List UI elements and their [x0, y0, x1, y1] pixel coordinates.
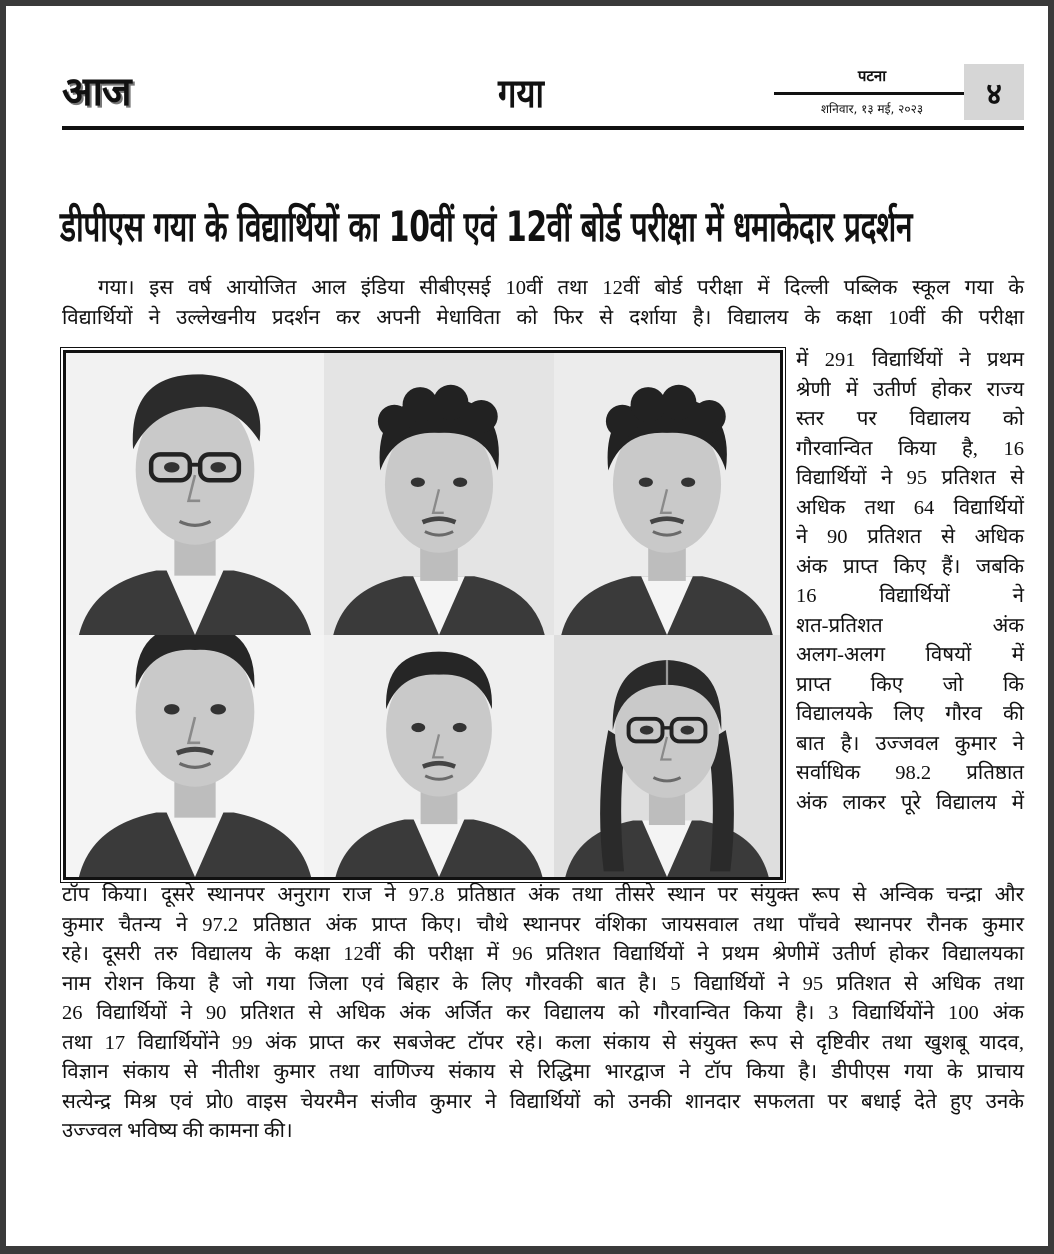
masthead-divider [62, 126, 1024, 130]
portrait-icon [554, 353, 780, 635]
article-headline: डीपीएस गया के विद्यार्थियों का 10वीं एवं 12वीं बोर्ड परीक्षा में धमाकेदार प्रदर्शन [60, 202, 913, 251]
side-column-line: बात है। उज्जवल कुमार ने [796, 732, 1024, 755]
dateline-divider [774, 92, 970, 95]
side-column-line: अंक लाकर पूरे विद्यालय में [796, 791, 1024, 814]
side-column-line: सर्वाधिक 98.2 प्रतिष्ठात [796, 762, 1024, 784]
portrait-icon [324, 635, 554, 877]
side-column-line: अधिक तथा 64 विद्यार्थियों [796, 496, 1024, 519]
body-line: सत्येन्द्र मिश्र एवं प्रो0 वाइस चेयरमैन संजीव कुमार ने विद्यार्थियों को उनकी शानदार सफलता पर बधाई देते हुए उनके [62, 1090, 1024, 1113]
intro-line: गया। इस वर्ष आयोजित आल इंडिया सीबीएसई 10वीं तथा 12वीं बोर्ड परीक्षा में दिल्ली पब्लिक स्कूल गया के [98, 277, 1024, 299]
body-line: तथा 17 विद्यार्थियोंने 99 अंक प्राप्त कर सबजेक्ट टॉपर रहे। कला संकाय से संयुक्त रूप से दृष्टिवीर तथा खुशबू यादव, [62, 1031, 1024, 1054]
side-column-line: स्तर पर विद्यालय को [796, 408, 1024, 430]
portrait-icon [66, 635, 324, 877]
body-line: विज्ञान संकाय से नीतीश कुमार तथा वाणिज्य संकाय से रिद्धिमा भारद्वाज ने टॉप किया है। डीपीएस गया के प्राचाय [62, 1061, 1024, 1083]
side-column-line: अंक प्राप्त किए हैं। जबकि [796, 555, 1024, 578]
student-photo-4 [66, 635, 324, 877]
student-photo-6 [554, 635, 780, 877]
body-line: 26 विद्यार्थियों ने 90 प्रतिशत से अधिक अंक अर्जित कर विद्यालय को गौरवान्वित किया है। 3 विद्यार्थियोंने 100 अंक [62, 1002, 1024, 1024]
dateline [774, 66, 970, 117]
side-column-line: विद्यालयके लिए गौरव की [796, 703, 1024, 725]
side-column-line: 16 विद्यार्थियों ने [796, 585, 1024, 607]
student-photo-grid [63, 350, 783, 880]
student-photo-1 [66, 353, 324, 635]
side-column-line: शत-प्रतिशत अंक [796, 614, 1024, 637]
body-line: कुमार चैतन्य ने 97.2 प्रतिष्ठात अंक प्राप्त किए। चौथे स्थानपर वंशिका जायसवाल तथा पाँचवे स्थानपर रौनक कुमार [62, 913, 1024, 936]
body-line: रहे। दूसरी तरु विद्यालय के कक्षा 12वीं की परीक्षा में 96 प्रतिशत विद्यार्थियों ने प्रथम श्रेणीमें उतीर्ण होकर विद्यालयका [62, 943, 1024, 965]
edition-title: गया [498, 71, 544, 117]
body-line: उज्ज्वल भविष्य की कामना की। [62, 1120, 293, 1142]
intro-line: विद्यार्थियों ने उल्लेखनीय प्रदर्शन कर अपनी मेधाविता को फिर से दर्शाया है। विद्यालय के कक्षा 10वीं की परीक्षा [62, 306, 1024, 329]
portrait-icon [324, 353, 554, 635]
article-body [62, 881, 1024, 1147]
side-column-line: विद्यार्थियों ने 95 प्रतिशत से [796, 467, 1024, 489]
student-photo-3 [554, 353, 780, 635]
body-line: नाम रोशन किया है जो गया जिला एवं बिहार के लिए गौरवकी बात है। 5 विद्यार्थियों ने 95 प्रतिशत से अधिक तथा [62, 972, 1024, 995]
newspaper-logo: आज [62, 69, 131, 115]
body-line: टॉप किया। दूसरे स्थानपर अनुराग राज ने 97.8 प्रतिष्ठात अंक तथा तीसरे स्थान पर संयुक्त रूप से अन्विक चन्द्रा और [62, 884, 1024, 906]
side-column-line: गौरवान्वित किया है, 16 [796, 437, 1024, 460]
masthead [62, 64, 1024, 128]
city-label: पटना [857, 67, 887, 85]
article-intro [62, 274, 1024, 333]
student-photo-2 [324, 353, 554, 635]
portrait-icon [66, 353, 324, 635]
side-column-line: में 291 विद्यार्थियों ने प्रथम [796, 349, 1024, 371]
side-column-line: श्रेणी में उतीर्ण होकर राज्य [796, 378, 1024, 401]
side-column-line: प्राप्त किए जो कि [796, 673, 1024, 696]
publication-date: शनिवार, १३ मई, २०२३ [820, 102, 924, 116]
side-column-line: अलग-अलग विषयों में [796, 644, 1024, 666]
portrait-icon [554, 635, 780, 877]
side-column-line: ने 90 प्रतिशत से अधिक [796, 526, 1024, 548]
student-photo-5 [324, 635, 554, 877]
page-number: ४ [964, 64, 1024, 120]
article-side-column [796, 346, 1024, 818]
